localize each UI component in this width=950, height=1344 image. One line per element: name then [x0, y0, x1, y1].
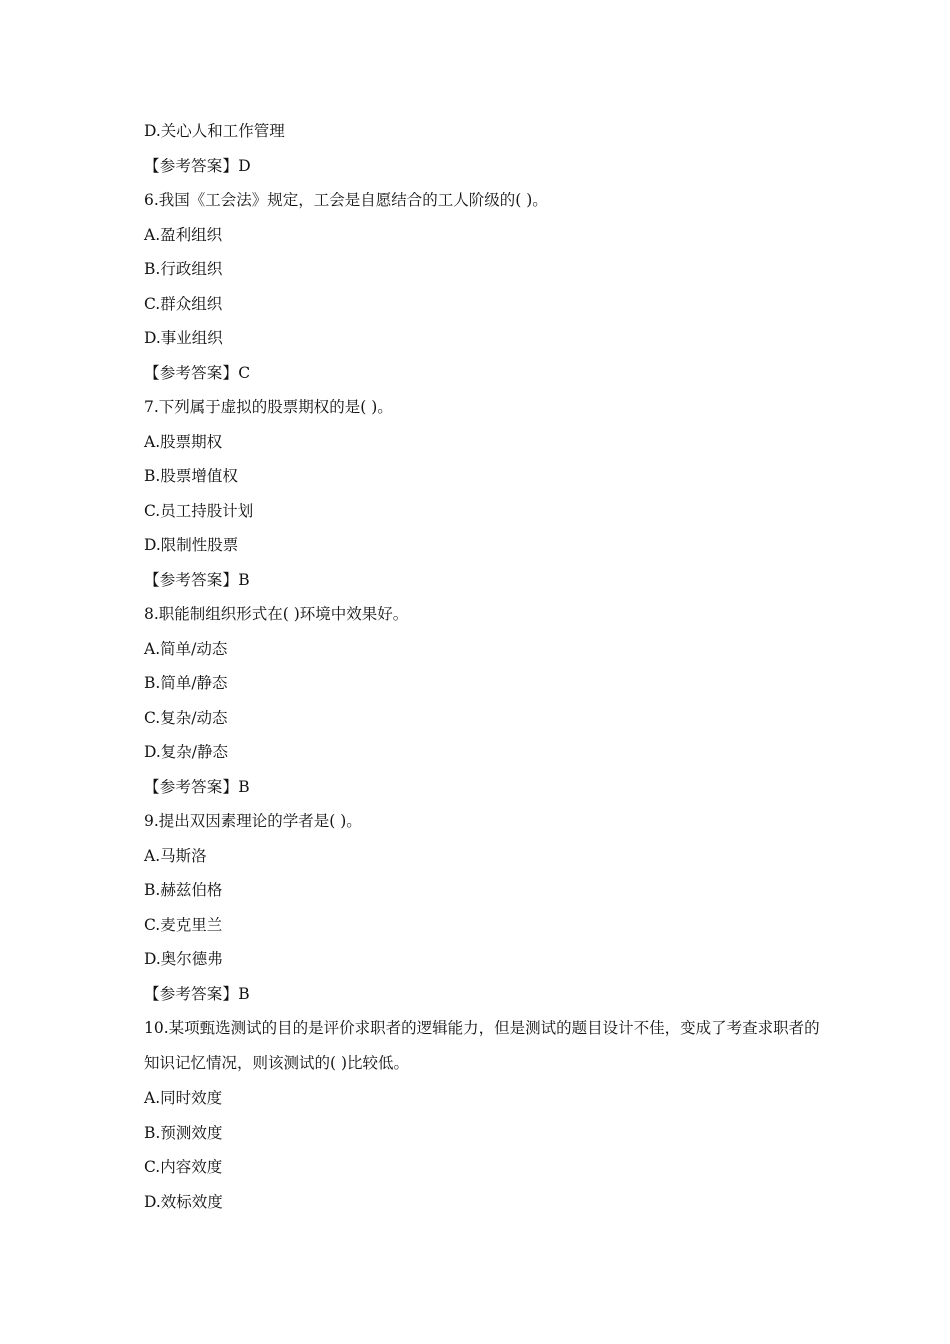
- q10-question: 10.某项甄选测试的目的是评价求职者的逻辑能力，但是测试的题目设计不佳，变成了考查求职者的知识记忆情况，则该测试的( )比较低。: [144, 1019, 820, 1072]
- q10-option-a: A.同时效度: [144, 1089, 223, 1107]
- q10-option-c: C.内容效度: [144, 1158, 223, 1176]
- q7-option-d: D.限制性股票: [144, 536, 239, 554]
- q7-option-c: C.员工持股计划: [144, 501, 254, 520]
- document-page: [144, 114, 824, 1219]
- q9-option-c: C.麦克里兰: [144, 915, 223, 934]
- q9-option-b: B.赫兹伯格: [144, 881, 223, 899]
- q6-option-c: C.群众组织: [144, 294, 223, 313]
- q8-question: 8.职能制组织形式在( )环境中效果好。: [144, 605, 409, 623]
- q8-answer: 【参考答案】B: [144, 777, 250, 796]
- q8-option-b: B.简单/静态: [144, 674, 228, 692]
- q6-option-b: B.行政组织: [144, 260, 223, 278]
- q8-option-c: C.复杂/动态: [144, 708, 228, 727]
- q6-option-a: A.盈利组织: [144, 225, 223, 244]
- q7-option-a: A.股票期权: [144, 432, 223, 451]
- q9-option-d: D.奥尔德弗: [144, 950, 223, 968]
- q5-option-d: D.关心人和工作管理: [144, 122, 285, 140]
- q9-question: 9.提出双因素理论的学者是( )。: [144, 812, 362, 830]
- q8-option-d: D.复杂/静态: [144, 743, 229, 761]
- q6-answer: 【参考答案】C: [144, 363, 251, 382]
- q10-option-b: B.预测效度: [144, 1123, 223, 1142]
- q10-option-d: D.效标效度: [144, 1192, 223, 1211]
- q9-answer: 【参考答案】B: [144, 984, 250, 1003]
- q9-option-a: A.马斯洛: [144, 846, 207, 865]
- q6-question: 6.我国《工会法》规定，工会是自愿结合的工人阶级的( )。: [144, 191, 548, 209]
- q7-question: 7.下列属于虚拟的股票期权的是( )。: [144, 398, 393, 416]
- q5-answer: 【参考答案】D: [144, 156, 251, 175]
- q7-answer: 【参考答案】B: [144, 570, 250, 589]
- q8-option-a: A.简单/动态: [144, 639, 228, 658]
- q7-option-b: B.股票增值权: [144, 467, 238, 485]
- q6-option-d: D.事业组织: [144, 329, 223, 347]
